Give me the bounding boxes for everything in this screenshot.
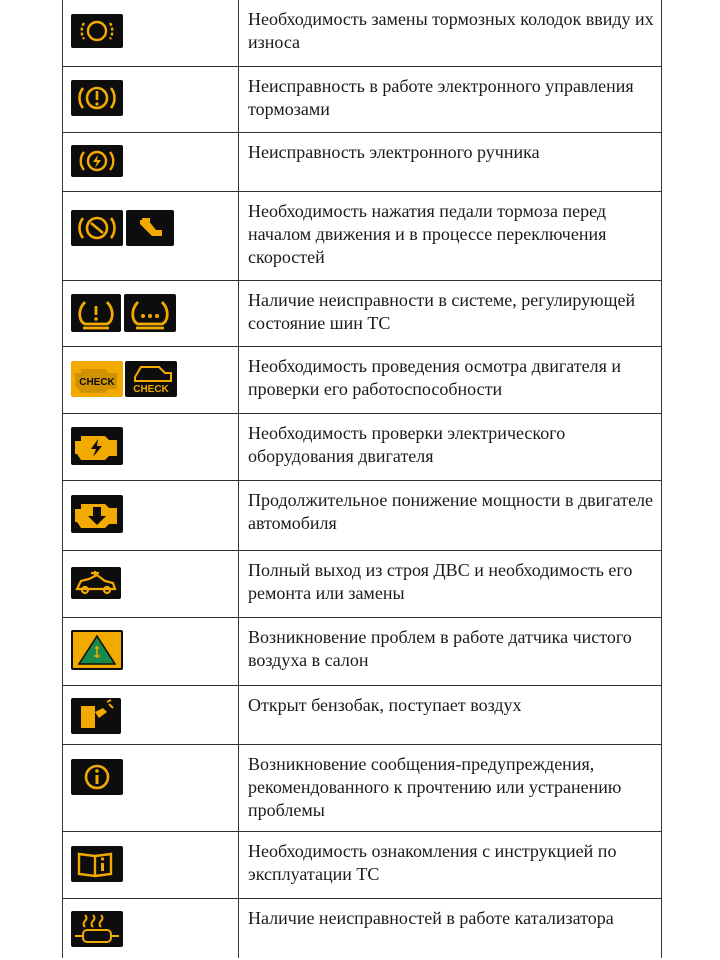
foot-on-pedal-icon xyxy=(126,210,174,246)
table-row xyxy=(63,832,661,899)
description-text: Наличие неисправностей в работе катализатора xyxy=(248,908,614,928)
table-row xyxy=(63,347,661,414)
table-row xyxy=(63,745,661,832)
check-label: CHECK xyxy=(133,384,169,395)
warning-lights-table xyxy=(62,0,662,958)
table-row xyxy=(63,686,661,745)
car-engine-failure-icon xyxy=(71,567,121,599)
description-text: Необходимость проведения осмотра двигателя и проверки его работоспособности xyxy=(248,356,622,399)
icon-cell xyxy=(63,551,239,617)
table-row xyxy=(63,551,661,618)
engine-power-reduction-icon xyxy=(71,495,123,533)
description-text: Возникновение сообщения-предупреждения, рекомендованного к прочтению или устранению проблемы xyxy=(248,754,622,820)
table-row xyxy=(63,414,661,481)
description-text: Необходимость нажатия педали тормоза перед началом движения и в процессе переключения скоростей xyxy=(248,201,607,267)
icon-cell xyxy=(63,481,239,550)
check-engine-outline-icon xyxy=(125,361,177,397)
description-text: Полный выход из строя ДВС и необходимость его ремонта или замены xyxy=(248,560,633,603)
icon-cell xyxy=(63,618,239,685)
description-text: Продолжительное понижение мощности в двигателе автомобиля xyxy=(248,490,654,533)
tire-pressure-dots-icon xyxy=(124,294,176,332)
description-text: Необходимость проверки электрического оборудования двигателя xyxy=(248,423,566,466)
tire-pressure-icon xyxy=(71,294,121,332)
table-row xyxy=(63,281,661,347)
check-label: CHECK xyxy=(79,377,115,388)
catalytic-converter-icon xyxy=(71,911,123,947)
air-quality-sensor-icon xyxy=(71,630,123,670)
table-row xyxy=(63,0,661,67)
icon-cell xyxy=(63,281,239,346)
table-row xyxy=(63,618,661,686)
press-brake-pedal-icon xyxy=(71,210,123,246)
icon-cell xyxy=(63,414,239,480)
engine-electrical-icon xyxy=(71,427,123,465)
description-text: Наличие неисправности в системе, регулирующей состояние шин ТС xyxy=(248,290,636,333)
table-row xyxy=(63,192,661,281)
table-row xyxy=(63,133,661,192)
description-text: Неисправность электронного ручника xyxy=(248,142,540,162)
icon-cell xyxy=(63,347,239,413)
icon-cell xyxy=(63,899,239,958)
information-icon xyxy=(71,759,123,795)
fuel-cap-open-icon xyxy=(71,698,121,734)
icon-cell xyxy=(63,0,239,66)
icon-cell xyxy=(63,133,239,191)
table-row xyxy=(63,67,661,133)
icon-cell xyxy=(63,745,239,831)
table-row xyxy=(63,899,661,958)
description-text: Открыт бензобак, поступает воздух xyxy=(248,695,522,715)
description-text: Неисправность в работе электронного управления тормозами xyxy=(248,76,634,119)
owners-manual-icon xyxy=(71,846,123,882)
check-engine-icon xyxy=(71,361,123,397)
icon-cell xyxy=(63,67,239,132)
description-text: Необходимость ознакомления с инструкцией по эксплуатации ТС xyxy=(248,841,617,884)
icon-cell xyxy=(63,832,239,898)
icon-cell xyxy=(63,192,239,280)
description-text: Возникновение проблем в работе датчика чистого воздуха в салон xyxy=(248,627,632,670)
table-row xyxy=(63,481,661,551)
icon-cell xyxy=(63,686,239,744)
brake-pad-wear-icon xyxy=(71,14,123,48)
description-text: Необходимость замены тормозных колодок ввиду их износа xyxy=(248,9,654,52)
brake-warning-icon xyxy=(71,80,123,116)
electronic-parking-brake-icon xyxy=(71,145,123,177)
